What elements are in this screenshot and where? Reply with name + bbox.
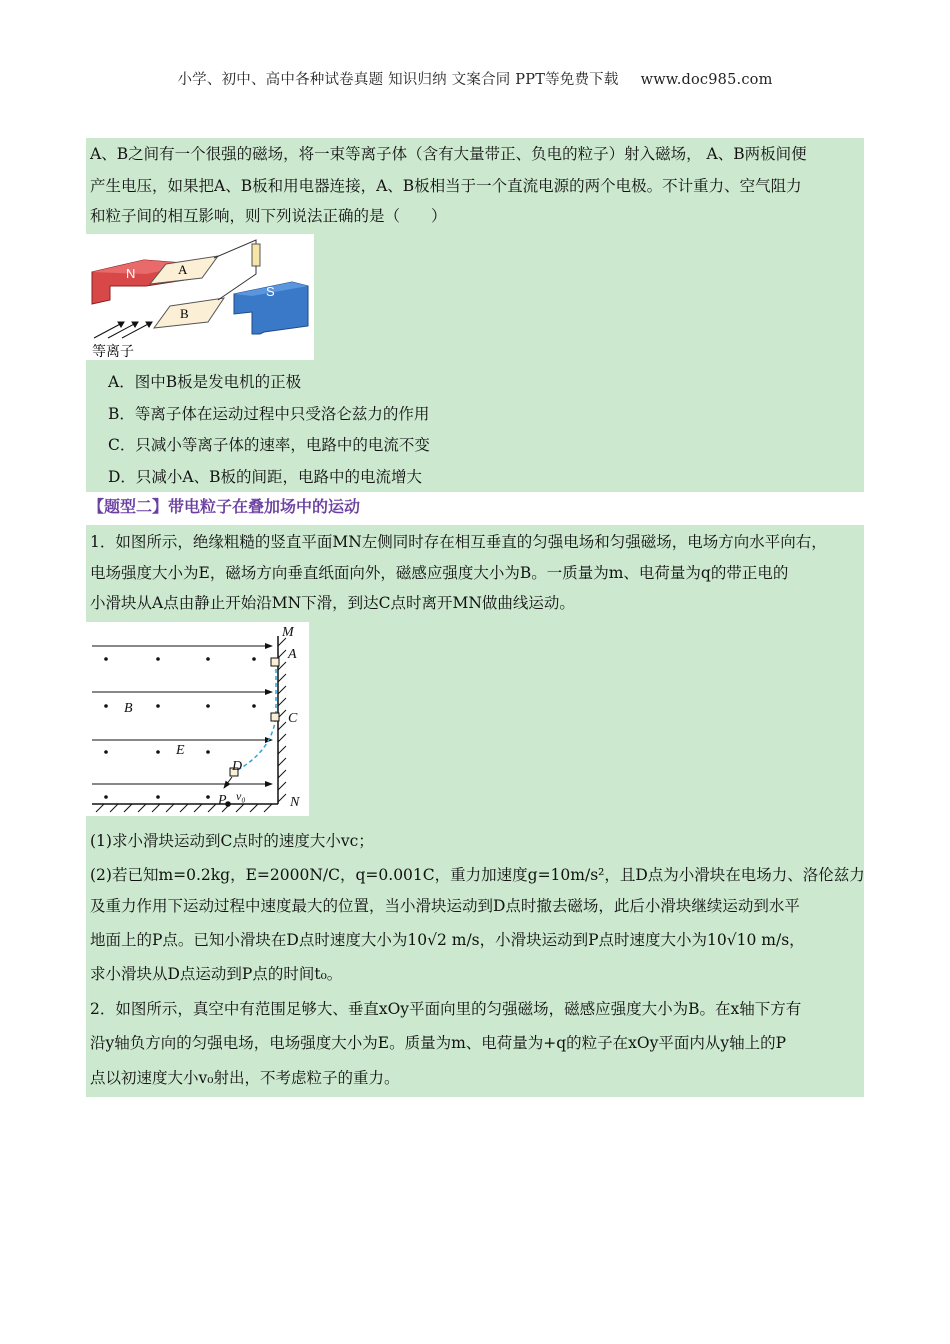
plasma-caption: 等离子 <box>92 344 134 360</box>
block-at-a <box>271 658 279 666</box>
q0-option-a[interactable]: A．图中B板是发电机的正极 <box>108 373 302 391</box>
header-url[interactable]: www.doc985.com <box>640 72 773 88</box>
q2-line2: 沿y轴负方向的匀强电场，电场强度大小为E。质量为m、电荷量为+q的粒子在xOy平面内从y轴上的P <box>90 1034 787 1052</box>
q1-line3: 小滑块从A点由静止开始沿MN下滑，到达C点时离开MN做曲线运动。 <box>90 594 575 612</box>
plasma-arrows <box>94 322 152 338</box>
mhd-generator-svg <box>86 234 314 360</box>
q0-option-b[interactable]: B．等离子体在运动过程中只受洛仑兹力的作用 <box>108 405 430 423</box>
label-s: S <box>266 284 275 299</box>
label-a: A <box>178 262 188 277</box>
block-at-c <box>271 713 279 721</box>
q0-line1: A、B之间有一个很强的磁场，将一束等离子体（含有大量带正、负电的粒子）射入磁场， A、B两板间便 <box>90 145 807 163</box>
label-b: B <box>124 701 133 716</box>
label-p: P <box>218 793 227 808</box>
v0-arrow <box>224 777 232 788</box>
q1-line2: 电场强度大小为E，磁场方向垂直纸面向外，磁感应强度大小为B。一质量为m、电荷量为q的带正电的 <box>90 564 789 582</box>
section-title: 【题型二】带电粒子在叠加场中的运动 <box>88 497 361 516</box>
q2-line1: 2．如图所示，真空中有范围足够大、垂直xOy平面向里的匀强磁场，磁感应强度大小为B。在x轴下方有 <box>90 1000 802 1018</box>
label-a: A <box>288 647 297 662</box>
b-field-dots <box>104 657 256 799</box>
figure-mhd-generator <box>86 234 314 360</box>
label-n: N <box>126 266 136 281</box>
q1-sub2-line3: 地面上的P点。已知小滑块在D点时速度大小为10√2 m/s，小滑块运动到P点时速度大小为10√10 m/s， <box>90 931 805 949</box>
q0-option-d[interactable]: D．只减小A、B板的间距，电路中的电流增大 <box>108 468 423 486</box>
e-field-lines <box>92 646 272 784</box>
q1-line1: 1．如图所示，绝缘粗糙的竖直平面MN左侧同时存在相互垂直的匀强电场和匀强磁场，电场方向水平向右， <box>90 533 827 551</box>
page-header <box>0 68 950 89</box>
q1-sub2-line4: 求小滑块从D点运动到P点的时间t₀。 <box>90 965 343 983</box>
resistor <box>252 244 260 266</box>
q1-sub1: (1)求小滑块运动到C点时的速度大小vc； <box>90 832 374 850</box>
q1-sub2-line2: 及重力作用下运动过程中速度最大的位置，当小滑块运动到D点时撤去磁场，此后小滑块继续运动到水平 <box>90 897 800 915</box>
crossed-fields-svg <box>86 622 309 816</box>
label-b: B <box>180 306 189 321</box>
label-e: E <box>176 743 185 758</box>
q0-line2: 产生电压，如果把A、B板和用电器连接，A、B板相当于一个直流电源的两个电极。不计重力、空气阻力 <box>90 177 802 195</box>
wire-top <box>214 240 256 258</box>
ground-hatch <box>96 804 272 812</box>
label-v0: v₀ <box>236 789 246 803</box>
q0-option-c[interactable]: C．只减小等离子体的速率，电路中的电流不变 <box>108 436 430 454</box>
q1-sub2-line1: (2)若已知m=0.2kg，E=2000N/C，q=0.001C，重力加速度g=10m/s²，且D点为小滑块在电场力、洛伦兹力 <box>90 866 865 884</box>
header-text: 小学、初中、高中各种试卷真题 知识归纳 文案合同 PPT等免费下载 <box>177 72 619 88</box>
label-d: D <box>232 759 243 774</box>
label-n: N <box>290 795 300 810</box>
label-c: C <box>288 711 298 726</box>
plate-b <box>154 298 224 328</box>
trajectory <box>234 662 276 772</box>
figure-crossed-fields <box>86 622 309 816</box>
q0-line3: 和粒子间的相互影响，则下列说法正确的是（ ） <box>90 207 447 225</box>
q2-line3: 点以初速度大小v₀射出，不考虑粒子的重力。 <box>90 1069 400 1087</box>
label-m: M <box>282 625 294 640</box>
